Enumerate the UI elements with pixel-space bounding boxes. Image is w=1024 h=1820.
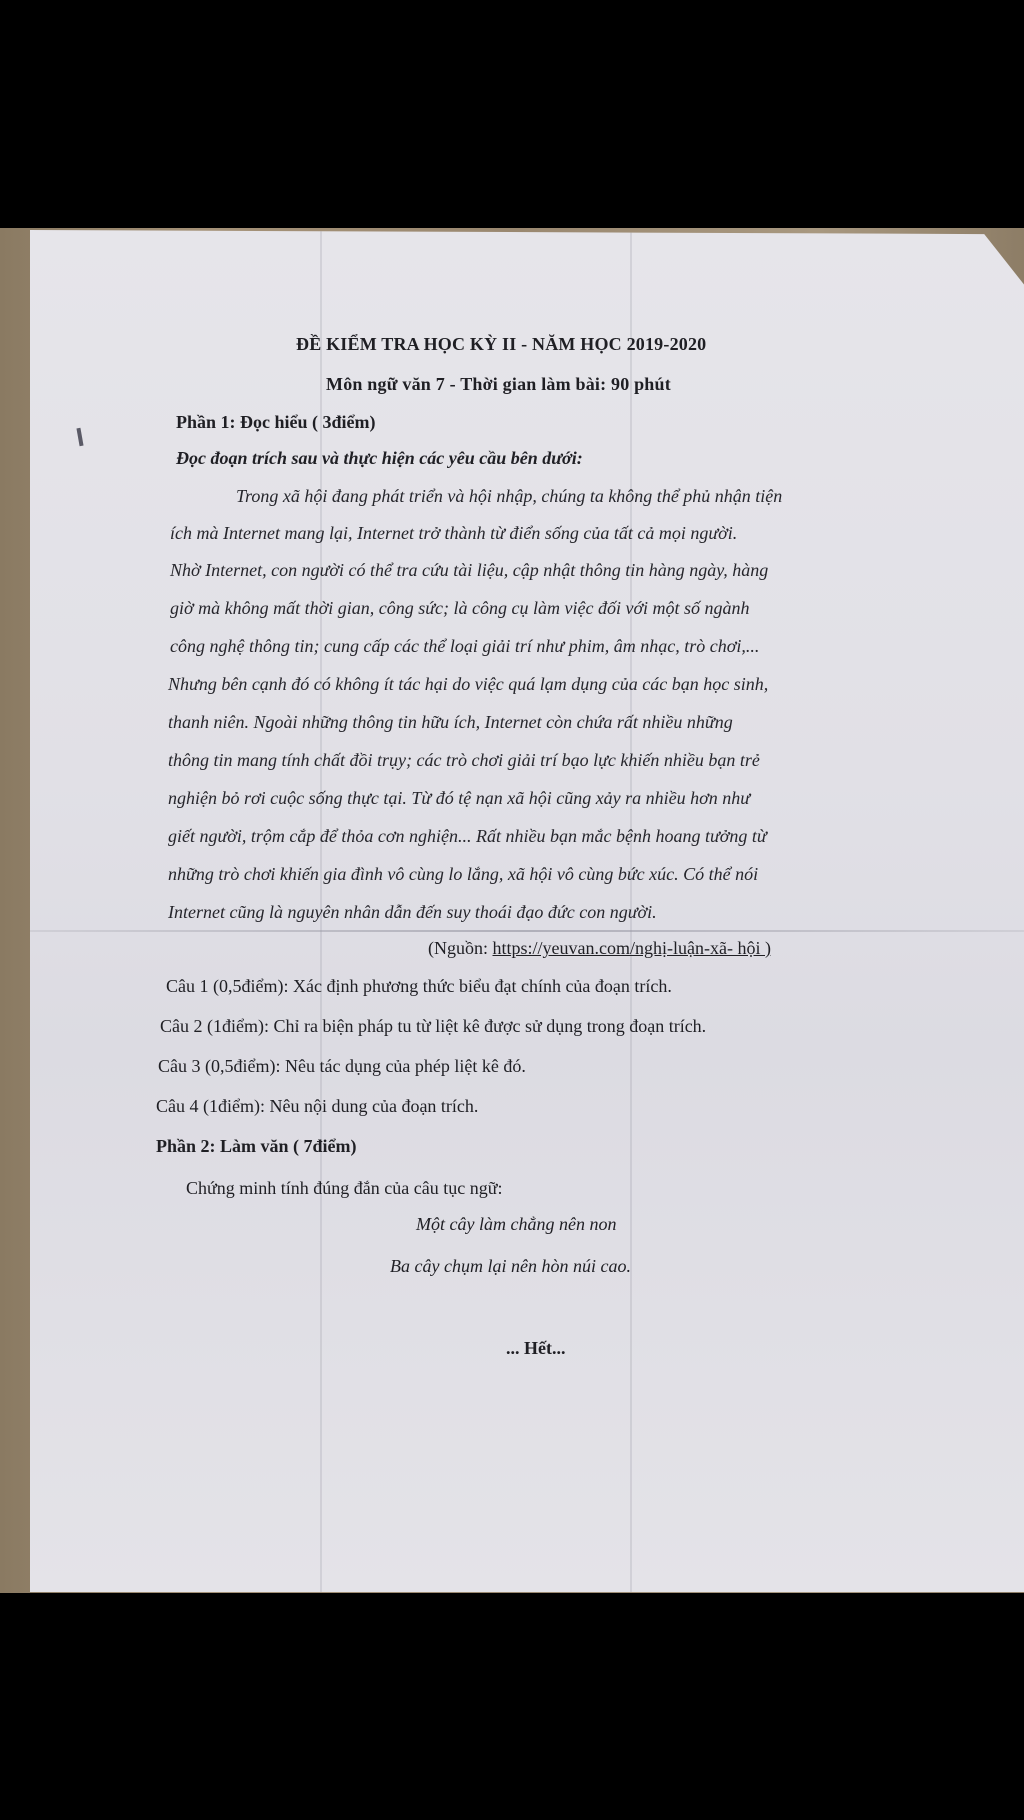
end-mark: ... Hết...	[506, 1338, 566, 1358]
paper-fold-line	[30, 930, 1024, 932]
passage-source	[428, 938, 771, 959]
passage-line: Internet cũng là nguyên nhân dẫn đến suy thoái đạo đức con người.	[168, 902, 657, 922]
passage-line: ích mà Internet mang lại, Internet trở thành từ điển sống của tất cả mọi người.	[170, 523, 738, 543]
part2-heading: Phần 2: Làm văn ( 7điểm)	[156, 1136, 357, 1156]
part1-instruction: Đọc đoạn trích sau và thực hiện các yêu cầu bên dưới:	[176, 448, 583, 468]
question-4: Câu 4 (1điểm): Nêu nội dung của đoạn trích.	[156, 1096, 479, 1116]
part2-prompt: Chứng minh tính đúng đắn của câu tục ngữ:	[186, 1178, 503, 1198]
question-1: Câu 1 (0,5điểm): Xác định phương thức biểu đạt chính của đoạn trích.	[166, 976, 672, 996]
passage-line: công nghệ thông tin; cung cấp các thể loại giải trí như phim, âm nhạc, trò chơi,...	[170, 636, 760, 656]
passage-line: Nhờ Internet, con người có thể tra cứu tài liệu, cập nhật thông tin hàng ngày, hàng	[170, 560, 769, 580]
passage-line: giết người, trộm cắp để thỏa cơn nghiện... Rất nhiều bạn mắc bệnh hoang tưởng từ	[168, 826, 767, 846]
question-2: Câu 2 (1điểm): Chỉ ra biện pháp tu từ liệt kê được sử dụng trong đoạn trích.	[160, 1016, 707, 1036]
passage-line: giờ mà không mất thời gian, công sức; là công cụ làm việc đối với một số ngành	[170, 598, 750, 618]
question-3: Câu 3 (0,5điểm): Nêu tác dụng của phép liệt kê đó.	[158, 1056, 526, 1076]
source-prefix: (Nguồn:	[428, 938, 493, 958]
proverb-line-1: Một cây làm chẳng nên non	[416, 1214, 617, 1234]
passage-line: những trò chơi khiến gia đình vô cùng lo lắng, xã hội vô cùng bức xúc. Có thể nói	[168, 864, 759, 884]
passage-line: thông tin mang tính chất đồi trụy; các trò chơi giải trí bạo lực khiến nhiều bạn trẻ	[168, 750, 760, 770]
part1-heading: Phần 1: Đọc hiểu ( 3điểm)	[176, 412, 376, 432]
passage-line: thanh niên. Ngoài những thông tin hữu ích, Internet còn chứa rất nhiều những	[168, 712, 733, 732]
passage-line: nghiện bỏ rơi cuộc sống thực tại. Từ đó tệ nạn xã hội cũng xảy ra nhiều hơn như	[168, 788, 751, 808]
exam-title: ĐỀ KIỂM TRA HỌC KỲ II - NĂM HỌC 2019-2020	[296, 334, 707, 354]
passage-line: Nhưng bên cạnh đó có không ít tác hại do việc quá lạm dụng của các bạn học sinh,	[168, 674, 769, 694]
proverb-line-2: Ba cây chụm lại nên hòn núi cao.	[390, 1256, 631, 1276]
source-link[interactable]: https://yeuvan.com/nghị-luận-xã- hội )	[492, 938, 771, 958]
passage-line: Trong xã hội đang phát triển và hội nhập, chúng ta không thể phủ nhận tiện	[236, 486, 783, 506]
exam-subtitle: Môn ngữ văn 7 - Thời gian làm bài: 90 phút	[326, 374, 671, 394]
